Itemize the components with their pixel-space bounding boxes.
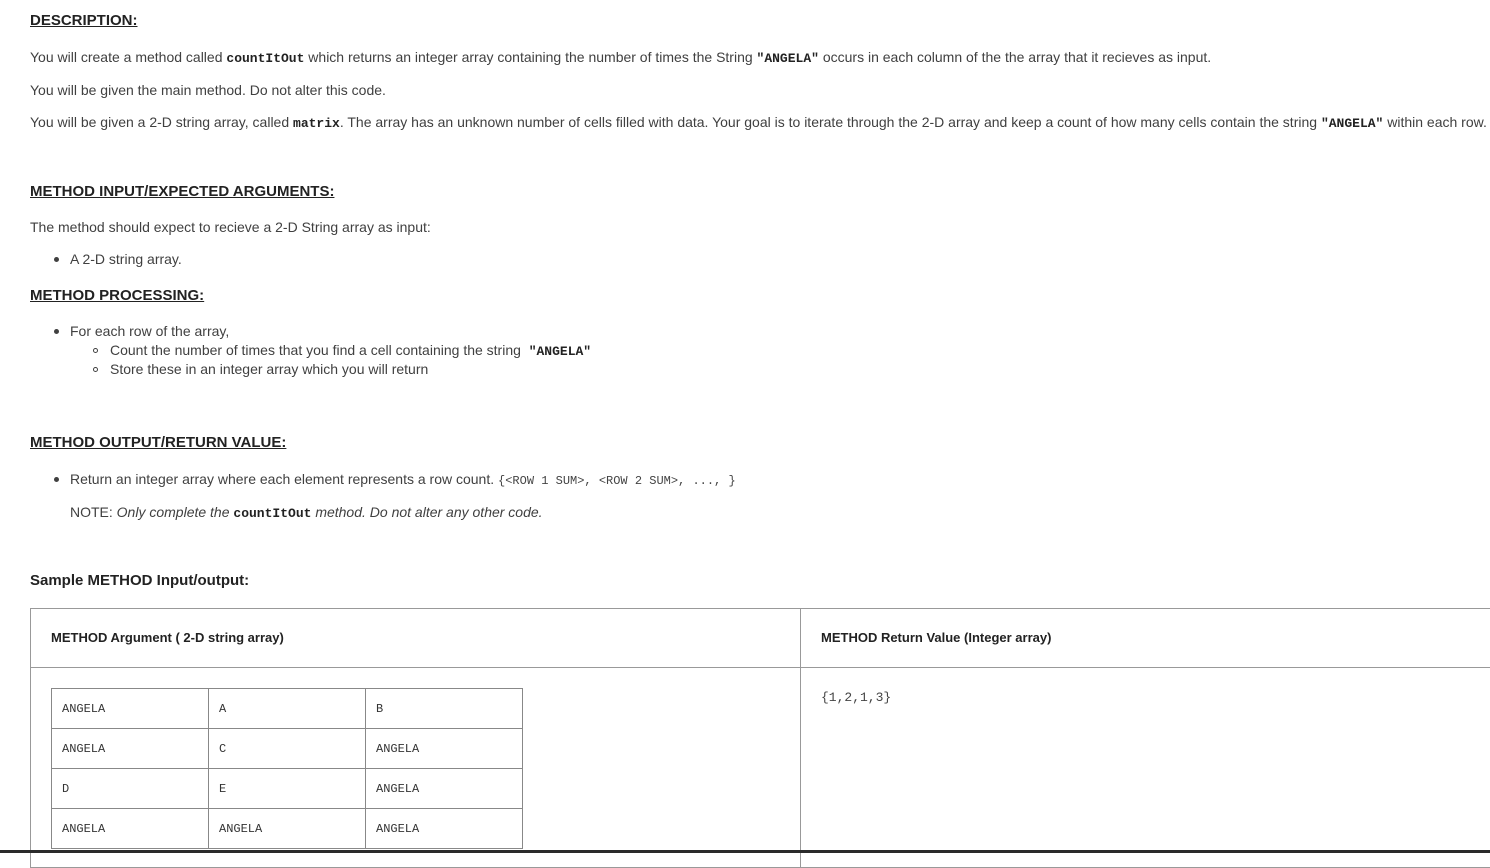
matrix-cell: ANGELA [209, 809, 366, 849]
table-divider [30, 667, 1490, 668]
text: You will create a method called [30, 49, 227, 65]
matrix-cell: ANGELA [52, 689, 209, 729]
matrix-cell: ANGELA [52, 809, 209, 849]
output-note [70, 504, 543, 521]
matrix-cell: A [209, 689, 366, 729]
column-header-return: METHOD Return Value (Integer array) [821, 630, 1052, 645]
text: within each row. [1383, 114, 1487, 130]
angela-string-code: "ANGELA" [528, 344, 592, 359]
table-row [52, 729, 523, 769]
sample-heading: Sample METHOD Input/output: [30, 572, 250, 589]
input-heading: METHOD INPUT/EXPECTED ARGUMENTS: [30, 183, 335, 200]
description-paragraph-1 [30, 49, 1211, 66]
processing-bullet: For each row of the array, [70, 323, 230, 339]
bullet-icon [54, 477, 59, 482]
matrix-cell: ANGELA [366, 769, 523, 809]
matrix-cell: B [366, 689, 523, 729]
text: Return an integer array where each element represents a row count. [70, 471, 495, 487]
processing-heading: METHOD PROCESSING: [30, 287, 205, 304]
matrix-cell: ANGELA [366, 729, 523, 769]
note-text: Only complete the [116, 504, 230, 520]
matrix-cell: C [209, 729, 366, 769]
matrix-var-code: matrix [293, 116, 340, 131]
description-paragraph-3 [30, 114, 1487, 131]
processing-sub-2: Store these in an integer array which you will return [110, 361, 429, 377]
method-name-code: countItOut [226, 51, 305, 66]
bullet-icon [54, 329, 59, 334]
return-value: {1,2,1,3} [821, 690, 892, 705]
sub-bullet-icon [93, 348, 98, 353]
text: Count the number of times that you find a cell containing the string [110, 342, 521, 358]
note-text: method. Do not alter any other code. [315, 504, 543, 520]
table-row [52, 769, 523, 809]
table-row [52, 809, 523, 849]
sub-bullet-icon [93, 367, 98, 372]
table-row [52, 689, 523, 729]
matrix-cell: ANGELA [366, 809, 523, 849]
bullet-icon [54, 257, 59, 262]
matrix-cell: D [52, 769, 209, 809]
description-paragraph-2: You will be given the main method. Do not alter this code. [30, 82, 386, 98]
input-bullet: A 2-D string array. [70, 251, 182, 267]
column-header-argument: METHOD Argument ( 2-D string array) [51, 630, 284, 645]
description-heading: DESCRIPTION: [30, 12, 138, 29]
matrix-grid [51, 688, 523, 849]
text: You will be given a 2-D string array, called [30, 114, 294, 130]
input-intro: The method should expect to recieve a 2-D String array as input: [30, 219, 431, 235]
angela-string-code: "ANGELA" [1320, 116, 1384, 131]
output-heading: METHOD OUTPUT/RETURN VALUE: [30, 434, 287, 451]
processing-sub-1 [110, 342, 591, 359]
text: . The array has an unknown number of cells filled with data. Your goal is to iterate through the 2-D array and keep a count of how many cells contain the string [339, 114, 1321, 130]
row-sum-code: {<ROW 1 SUM>, <ROW 2 SUM>, ..., } [498, 474, 736, 488]
note-label: NOTE: [70, 504, 113, 520]
angela-string-code: "ANGELA" [756, 51, 819, 66]
text: which returns an integer array containing the number of times the String [304, 49, 757, 65]
matrix-cell: ANGELA [52, 729, 209, 769]
table-divider [800, 608, 801, 868]
output-bullet [70, 471, 736, 488]
method-name-code: countItOut [233, 506, 312, 521]
text: occurs in each column of the the array that it recieves as input. [818, 49, 1212, 65]
matrix-cell: E [209, 769, 366, 809]
